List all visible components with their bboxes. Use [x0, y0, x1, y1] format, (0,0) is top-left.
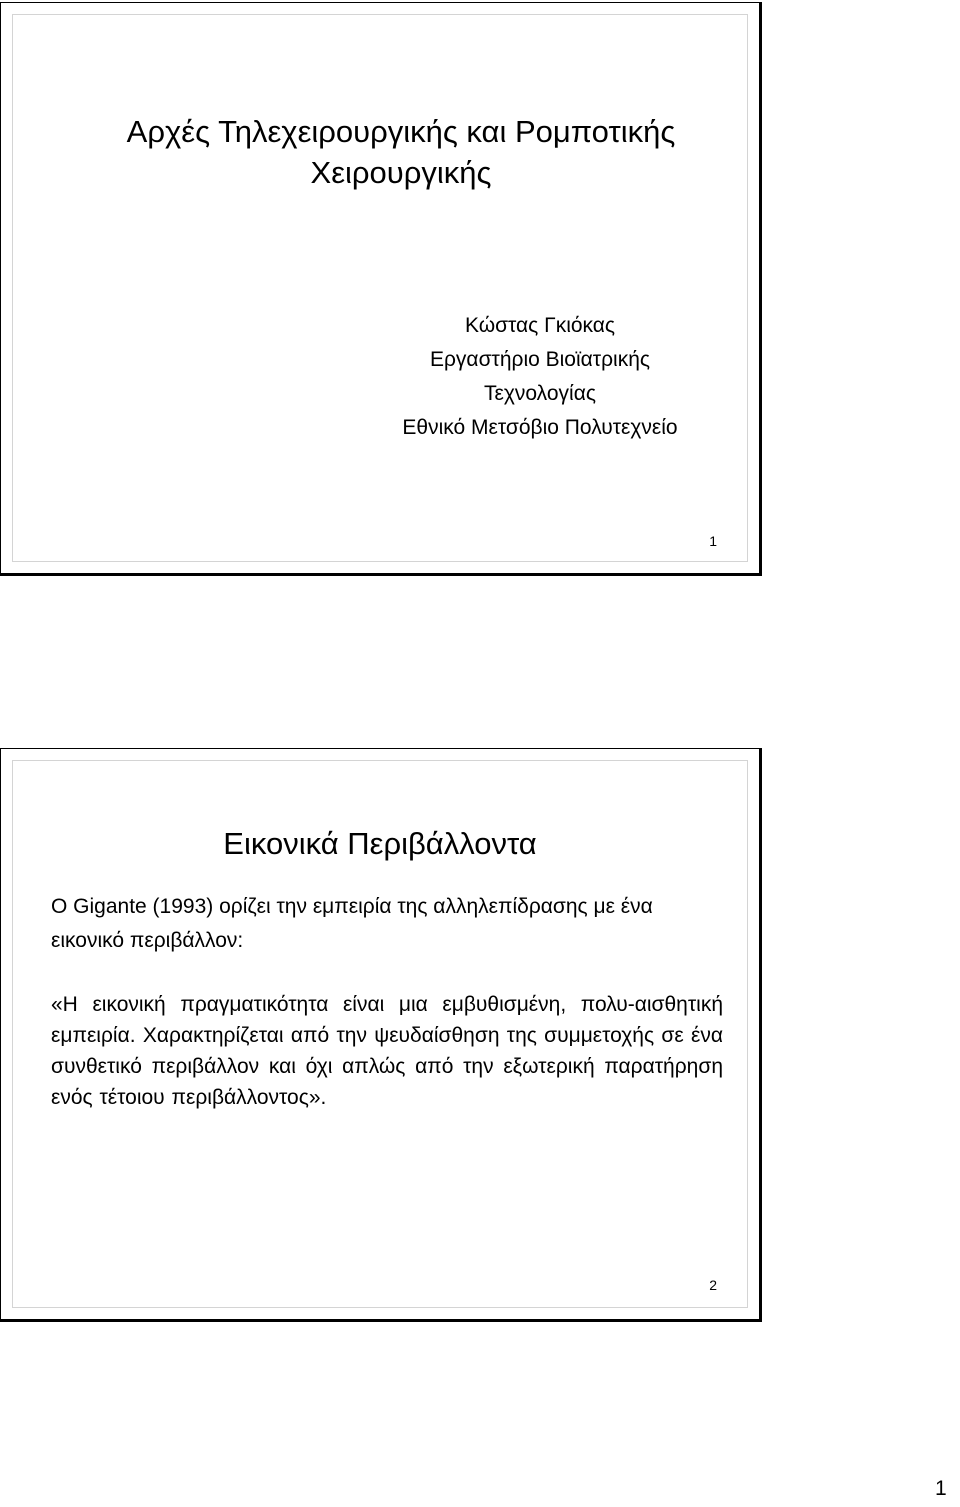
author-block: [373, 309, 707, 445]
author-institution: Εθνικό Μετσόβιο Πολυτεχνείο: [402, 416, 678, 439]
slide-1: [0, 2, 762, 576]
slide-title: Εικονικά Περιβάλλοντα: [223, 826, 537, 861]
slide-number: 1: [709, 533, 717, 549]
slide-number: 2: [709, 1277, 717, 1293]
slide-quote-text: «Η εικονική πραγματικότητα είναι μια εμβυθισμένη, πολυ-αισθητική εμπειρία. Χαρακτηρίζεται από την ψευδαίσθηση της συμμετοχής σε ένα συνθετικό περιβάλλον και όχι απλώς από την εξωτερική παρατήρηση ενός τέτοιου περιβάλλοντος».: [51, 993, 723, 1109]
slide-title: [81, 111, 721, 193]
author-lab: Εργαστήριο Βιοϊατρικής: [429, 348, 651, 371]
slide-inner-frame: [12, 14, 748, 562]
page-number: 1: [935, 1477, 947, 1500]
slide-2: [0, 748, 762, 1322]
slide-intro-text: Ο Gigante (1993) ορίζει την εμπειρία της αλληλεπίδρασης με ένα εικονικό περιβάλλον:: [51, 895, 653, 952]
slide-title-line: Αρχές Τηλεχειρουργικής και Ρομποτικής: [126, 114, 676, 149]
author-lab-continued: Τεχνολογίας: [484, 382, 596, 405]
author-name: Κώστας Γκιόκας: [464, 314, 616, 337]
slide-title-line: Χειρουργικής: [310, 155, 492, 190]
